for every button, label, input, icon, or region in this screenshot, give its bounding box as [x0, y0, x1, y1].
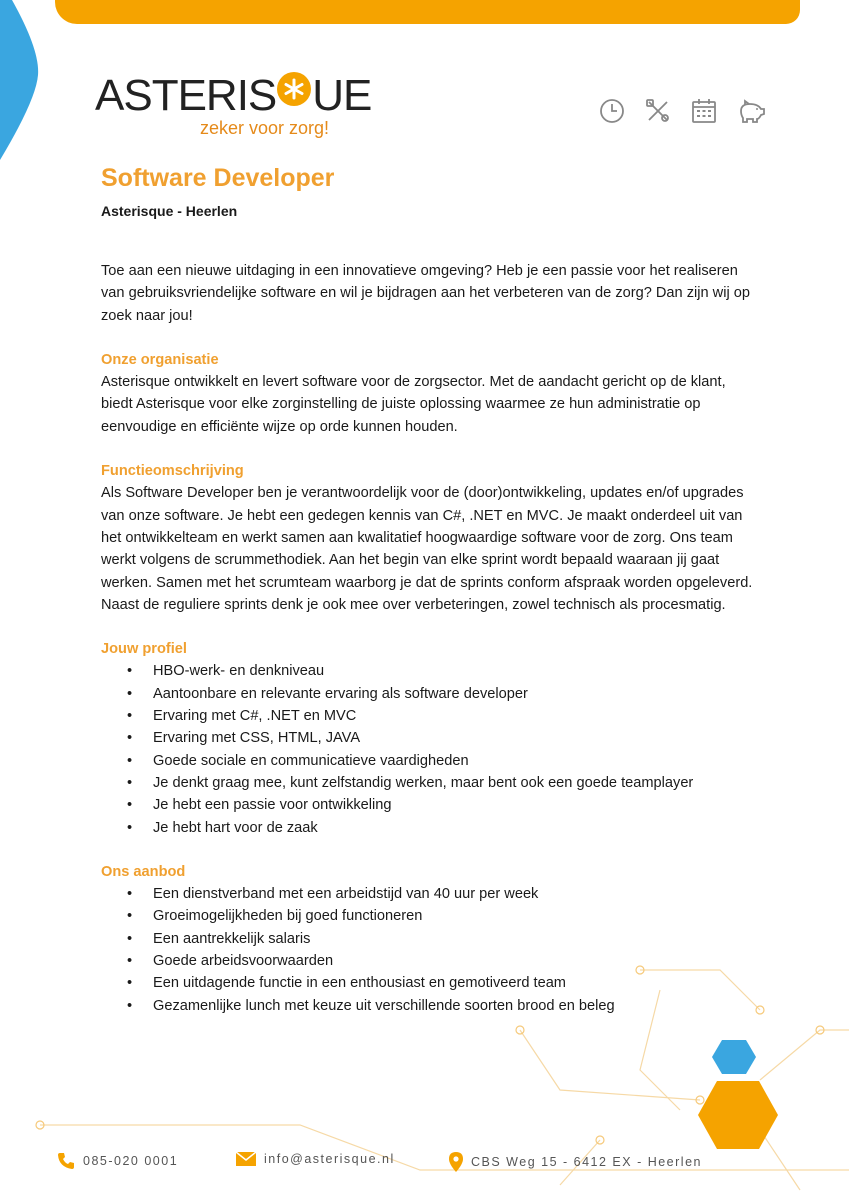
asterisk-icon — [277, 72, 311, 106]
vacancy-body — [101, 260, 761, 1017]
intro-paragraph: Toe aan een nieuwe uitdaging in een innovatieve omgeving? Heb je een passie voor het realiseren van gebruiksvriendelijke software en wil je bijdragen aan het verbeteren van de zorg? Dan zijn wij op zoek naar jou! — [101, 263, 750, 324]
organisation-text: Asterisque ontwikkelt en levert software voor de zorgsector. Met de aandacht gericht op de klant, biedt Asterisque voor elke zorginstelling de juiste oplossing waarmee ze hun administratie op eenvoudige en efficiënte wijze op orde kunnen houden. — [101, 374, 726, 435]
list-item: • Je denkt graag mee, kunt zelfstandig werken, maar bent ook een goede teamplayer — [153, 772, 761, 794]
list-item: • Je hebt hart voor de zaak — [153, 817, 761, 839]
list-item: • Aantoonbare en relevante ervaring als software developer — [153, 683, 761, 705]
asterisque-logo — [95, 70, 372, 145]
company-location: Asterisque - Heerlen — [101, 203, 238, 219]
header-icons — [598, 97, 764, 125]
piggy-bank-icon — [736, 97, 764, 125]
list-item: • Ervaring met CSS, HTML, JAVA — [153, 727, 761, 749]
list-item: • Ervaring met C#, .NET en MVC — [153, 705, 761, 727]
phone-number[interactable]: 085-020 0001 — [83, 1154, 179, 1168]
address-text: CBS Weg 15 - 6412 EX - Heerlen — [471, 1155, 702, 1169]
email-link[interactable]: info@asterisque.nl — [264, 1152, 395, 1166]
side-accent-tab — [0, 0, 40, 160]
logo-tagline: zeker voor zorg! — [200, 118, 330, 138]
function-text: Als Software Developer ben je verantwoordelijk voor de (door)ontwikkeling, updates en/of upgrades van onze software. Je hebt een gedegen kennis van C#, .NET en MVC. Je maakt onderdeel uit van het ontwikkelteam en werkt samen aan kwalitatief hoogwaardige software voor de zorg. Ons team werkt volgens de scrummethodiek. Aan het begin van elke sprint wordt bepaald waaraan jij gaat werken. Samen met het scrumteam waarborg je dat de sprints conform afspraak worden opgeleverd. Naast de reguliere sprints denk je ook mee over verbeteringen, zowel technisch als procesmatig. — [101, 485, 753, 613]
footer-phone — [57, 1152, 178, 1170]
list-item: • Gezamenlijke lunch met keuze uit verschillende soorten brood en beleg — [153, 995, 761, 1017]
phone-icon — [57, 1152, 75, 1170]
list-item: • Je hebt een passie voor ontwikkeling — [153, 794, 761, 816]
calendar-icon — [690, 97, 718, 125]
job-title: Software Developer — [101, 164, 335, 192]
offer-heading: Ons aanbod — [101, 863, 186, 880]
footer-email — [236, 1152, 395, 1166]
clock-icon — [598, 97, 626, 125]
profile-list — [101, 660, 761, 838]
location-pin-icon — [449, 1152, 463, 1172]
function-heading: Functieomschrijving — [101, 463, 244, 480]
list-item: • Groeimogelijkheden bij goed functioneren — [153, 905, 761, 927]
profile-heading: Jouw profiel — [101, 641, 187, 658]
list-item: • Goede sociale en communicatieve vaardigheden — [153, 750, 761, 772]
list-item: • Goede arbeidsvoorwaarden — [153, 950, 761, 972]
footer-address — [449, 1152, 702, 1172]
list-item: • Een uitdagende functie in een enthousiast en gemotiveerd team — [153, 972, 761, 994]
tools-icon — [644, 97, 672, 125]
logo-wordmark: ASTERIS UE — [95, 71, 372, 120]
list-item: • HBO-werk- en denkniveau — [153, 660, 761, 682]
top-accent-bar — [55, 0, 800, 24]
list-item: • Een aantrekkelijk salaris — [153, 928, 761, 950]
mail-icon — [236, 1152, 256, 1166]
organisation-heading: Onze organisatie — [101, 351, 219, 368]
list-item: • Een dienstverband met een arbeidstijd van 40 uur per week — [153, 883, 761, 905]
